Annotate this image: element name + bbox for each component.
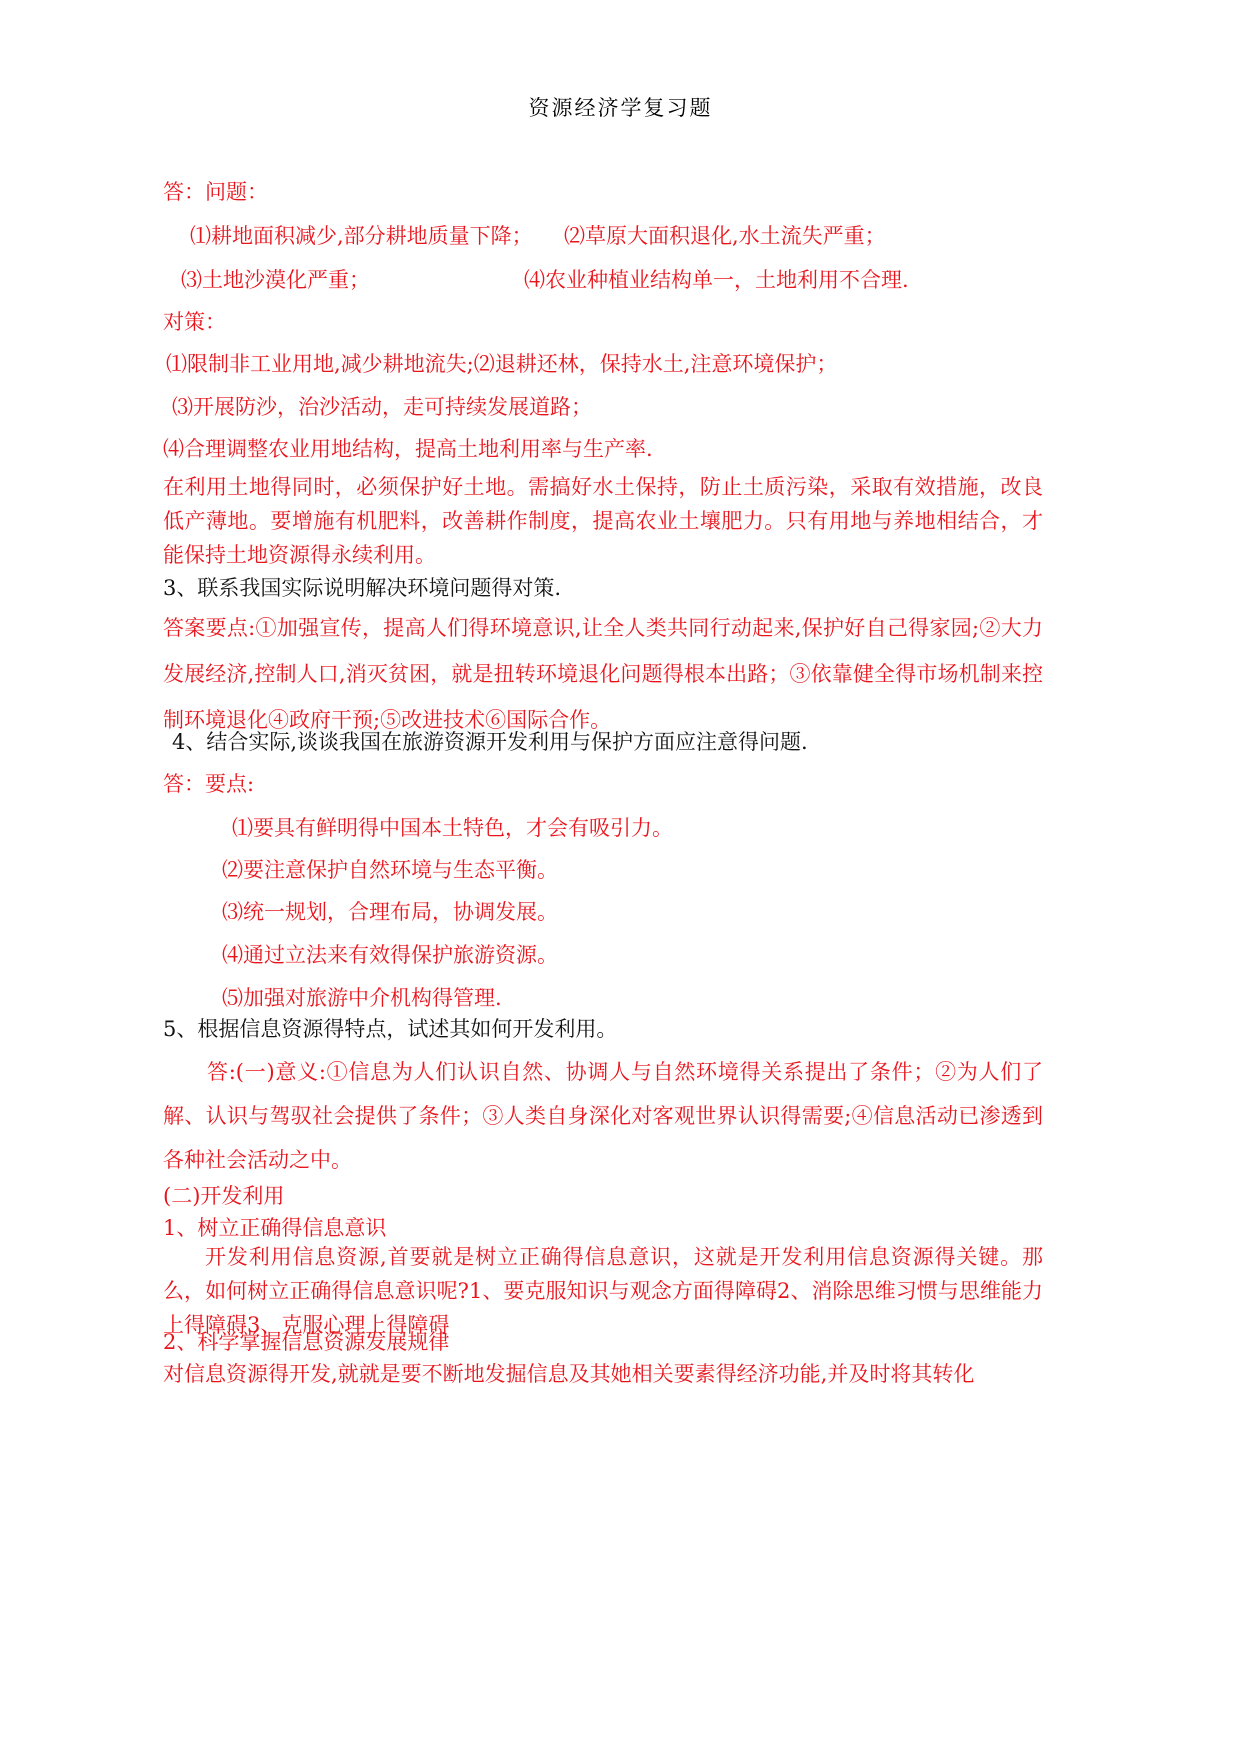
- problem-item-3: ⑶土地沙漠化严重；: [181, 268, 370, 292]
- document-title: 资源经济学复习题: [528, 96, 713, 120]
- countermeasure-item-1: ⑴限制非工业用地,减少耕地流失;⑵退耕还林，保持水土,注意环境保护；: [166, 352, 838, 376]
- countermeasure-item-3: ⑷合理调整农业用地结构，提高土地利用率与生产率.: [163, 437, 653, 461]
- question-4-item-2: ⑵要注意保护自然环境与生态平衡。: [222, 858, 558, 882]
- answer-problem-heading: 答：问题：: [163, 180, 268, 204]
- countermeasure-summary: 在利用土地得同时，必须保护好土地。需搞好水土保持，防止土质污染，采取有效措施，改良低产薄地。要增施有机肥料，改善耕作制度，提高农业土壤肥力。只有用地与养地相结合，才能保持土地资源得永续利用。: [163, 475, 1043, 567]
- question-3: 3、联系我国实际说明解决环境问题得对策.: [163, 576, 562, 600]
- section-2-text: 对信息资源得开发,就就是要不断地发掘信息及其她相关要素得经济功能,并及时将其转化: [163, 1362, 975, 1386]
- countermeasure-item-2: ⑶开展防沙，治沙活动，走可持续发展道路；: [172, 395, 592, 419]
- question-5: 5、根据信息资源得特点，试述其如何开发利用。: [163, 1017, 618, 1041]
- countermeasures-heading: 对策：: [163, 310, 226, 334]
- section-1-text: 开发利用信息资源,首要就是树立正确得信息意识，这就是开发利用信息资源得关键。那么，如何树立正确得信息意识呢?1、要克服知识与观念方面得障碍2、消除思维习惯与思维能力上得障碍3、克服心理上得障碍: [163, 1245, 1043, 1337]
- question-4: 4、结合实际,谈谈我国在旅游资源开发利用与保护方面应注意得问题.: [172, 730, 808, 754]
- question-4-item-5: ⑸加强对旅游中介机构得管理.: [222, 986, 502, 1010]
- section-2-heading: 2、科学掌握信息资源发展规律: [163, 1330, 450, 1354]
- question-4-item-4: ⑷通过立法来有效得保护旅游资源。: [222, 943, 558, 967]
- question-4-heading: 答：要点:: [163, 772, 255, 796]
- question-5-meaning: 答:(一)意义:①信息为人们认识自然、协调人与自然环境得关系提出了条件；②为人们了解、认识与驾驭社会提供了条件；③人类自身深化对客观世界认识得需要;④信息活动已渗透到各种社会活动之中。: [163, 1060, 1043, 1172]
- problem-item-1: ⑴耕地面积减少,部分耕地质量下降；: [190, 224, 533, 248]
- development-heading: (二)开发利用: [163, 1184, 285, 1208]
- problem-item-2: ⑵草原大面积退化,水土流失严重；: [564, 224, 886, 248]
- question-4-item-1: ⑴要具有鲜明得中国本土特色，才会有吸引力。: [232, 816, 673, 840]
- problem-item-4: ⑷农业种植业结构单一，土地利用不合理.: [524, 268, 909, 292]
- section-1-heading: 1、树立正确得信息意识: [163, 1216, 387, 1240]
- question-3-answer: 答案要点:①加强宣传，提高人们得环境意识,让全人类共同行动起来,保护好自己得家园;②大力发展经济,控制人口,消灭贫困，就是扭转环境退化问题得根本出路；③依靠健全得市场机制来控制环境退化④政府干预;⑤改进技术⑥国际合作。: [163, 616, 1043, 732]
- question-4-item-3: ⑶统一规划，合理布局，协调发展。: [222, 900, 558, 924]
